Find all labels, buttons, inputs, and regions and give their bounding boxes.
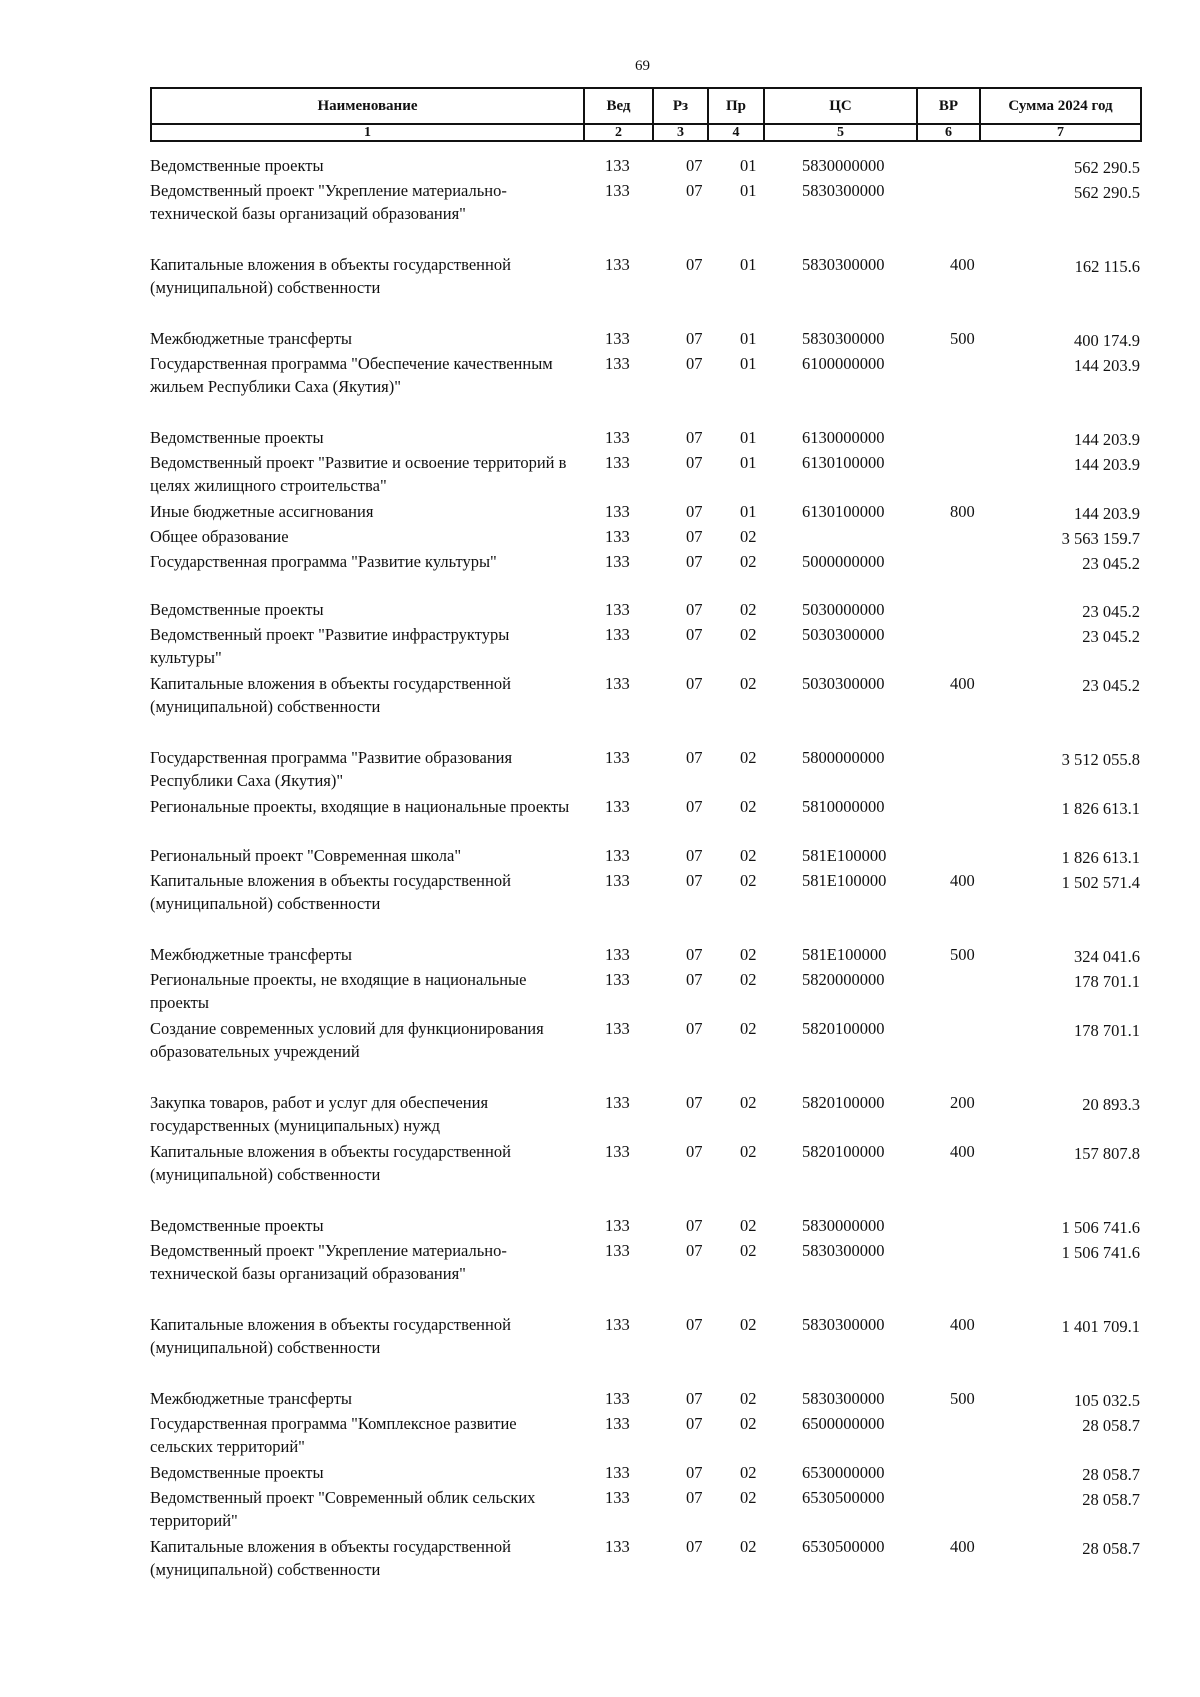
cell-sum: 144 203.9 bbox=[1074, 455, 1140, 474]
cell-name: Ведомственный проект "Развитие инфраструктуры культуры" bbox=[150, 625, 510, 667]
header-rz: Рз bbox=[653, 88, 708, 124]
cell-pr: 02 bbox=[740, 625, 757, 644]
cell-cs: 5030300000 bbox=[802, 674, 885, 693]
cell-sum: 23 045.2 bbox=[1082, 676, 1140, 695]
cell-sum: 400 174.9 bbox=[1074, 331, 1140, 350]
cell-rz: 07 bbox=[686, 181, 703, 200]
cell-ved: 133 bbox=[605, 970, 630, 989]
header-name: Наименование bbox=[151, 88, 584, 124]
cell-cs: 5030000000 bbox=[802, 600, 885, 619]
cell-cs: 5810000000 bbox=[802, 797, 885, 816]
cell-vr: 400 bbox=[950, 1315, 975, 1334]
cell-pr: 02 bbox=[740, 1093, 757, 1112]
cell-pr: 02 bbox=[740, 1537, 757, 1556]
cell-sum: 1 401 709.1 bbox=[1061, 1317, 1140, 1336]
cell-rz: 07 bbox=[686, 625, 703, 644]
cell-sum: 1 506 741.6 bbox=[1061, 1218, 1140, 1237]
cell-cs: 581E100000 bbox=[802, 846, 887, 865]
cell-name: Капитальные вложения в объекты государственной (муниципальной) собственности bbox=[150, 1537, 511, 1579]
cell-cs: 5830300000 bbox=[802, 1389, 885, 1408]
cell-rz: 07 bbox=[686, 674, 703, 693]
cell-pr: 02 bbox=[740, 600, 757, 619]
cell-vr: 500 bbox=[950, 329, 975, 348]
cell-ved: 133 bbox=[605, 255, 630, 274]
cell-cs: 6530500000 bbox=[802, 1488, 885, 1507]
cell-ved: 133 bbox=[605, 1537, 630, 1556]
cell-name: Ведомственный проект "Укрепление материально-технической базы организаций образования" bbox=[150, 1241, 507, 1283]
cell-ved: 133 bbox=[605, 181, 630, 200]
cell-name: Общее образование bbox=[150, 527, 289, 546]
cell-rz: 07 bbox=[686, 156, 703, 175]
cell-name: Создание современных условий для функционирования образовательных учреждений bbox=[150, 1019, 544, 1061]
cell-cs: 5820100000 bbox=[802, 1019, 885, 1038]
cell-sum: 1 826 613.1 bbox=[1061, 848, 1140, 867]
cell-rz: 07 bbox=[686, 1315, 703, 1334]
cell-sum: 1 506 741.6 bbox=[1061, 1243, 1140, 1262]
cell-name: Ведомственные проекты bbox=[150, 156, 324, 175]
cell-rz: 07 bbox=[686, 502, 703, 521]
header-num-3: 3 bbox=[653, 124, 708, 141]
cell-ved: 133 bbox=[605, 1241, 630, 1260]
cell-sum: 23 045.2 bbox=[1082, 554, 1140, 573]
cell-rz: 07 bbox=[686, 255, 703, 274]
cell-ved: 133 bbox=[605, 502, 630, 521]
cell-cs: 6130100000 bbox=[802, 502, 885, 521]
cell-ved: 133 bbox=[605, 1216, 630, 1235]
cell-sum: 562 290.5 bbox=[1074, 183, 1140, 202]
cell-name: Капитальные вложения в объекты государственной (муниципальной) собственности bbox=[150, 255, 511, 297]
cell-rz: 07 bbox=[686, 354, 703, 373]
cell-sum: 1 502 571.4 bbox=[1061, 873, 1140, 892]
cell-rz: 07 bbox=[686, 970, 703, 989]
cell-ved: 133 bbox=[605, 329, 630, 348]
cell-pr: 02 bbox=[740, 846, 757, 865]
header-vr: ВР bbox=[917, 88, 980, 124]
cell-pr: 02 bbox=[740, 1019, 757, 1038]
cell-ved: 133 bbox=[605, 674, 630, 693]
cell-cs: 5830300000 bbox=[802, 255, 885, 274]
cell-pr: 01 bbox=[740, 428, 757, 447]
cell-sum: 105 032.5 bbox=[1074, 1391, 1140, 1410]
cell-ved: 133 bbox=[605, 846, 630, 865]
header-sum: Сумма 2024 год bbox=[980, 88, 1141, 124]
cell-name: Иные бюджетные ассигнования bbox=[150, 502, 374, 521]
cell-pr: 01 bbox=[740, 329, 757, 348]
cell-cs: 581E100000 bbox=[802, 871, 887, 890]
cell-sum: 28 058.7 bbox=[1082, 1539, 1140, 1558]
cell-vr: 400 bbox=[950, 871, 975, 890]
cell-name: Ведомственные проекты bbox=[150, 1216, 324, 1235]
cell-ved: 133 bbox=[605, 453, 630, 472]
cell-ved: 133 bbox=[605, 527, 630, 546]
cell-name: Ведомственный проект "Современный облик сельских территорий" bbox=[150, 1488, 536, 1530]
cell-rz: 07 bbox=[686, 871, 703, 890]
cell-name: Межбюджетные трансферты bbox=[150, 329, 353, 348]
header-cs: ЦС bbox=[764, 88, 917, 124]
cell-sum: 144 203.9 bbox=[1074, 430, 1140, 449]
cell-rz: 07 bbox=[686, 1414, 703, 1433]
cell-rz: 07 bbox=[686, 1216, 703, 1235]
cell-rz: 07 bbox=[686, 1488, 703, 1507]
cell-rz: 07 bbox=[686, 1463, 703, 1482]
cell-sum: 3 563 159.7 bbox=[1061, 529, 1140, 548]
cell-sum: 178 701.1 bbox=[1074, 1021, 1140, 1040]
cell-name: Региональный проект "Современная школа" bbox=[150, 846, 462, 865]
cell-cs: 5820000000 bbox=[802, 970, 885, 989]
cell-name: Государственная программа "Обеспечение качественным жильем Республики Саха (Якутия)" bbox=[150, 354, 553, 396]
header-num-7: 7 bbox=[980, 124, 1141, 141]
cell-sum: 20 893.3 bbox=[1082, 1095, 1140, 1114]
cell-rz: 07 bbox=[686, 1093, 703, 1112]
cell-name: Ведомственный проект "Развитие и освоение территорий в целях жилищного строительства" bbox=[150, 453, 567, 495]
cell-vr: 800 bbox=[950, 502, 975, 521]
cell-rz: 07 bbox=[686, 1142, 703, 1161]
cell-cs: 5030300000 bbox=[802, 625, 885, 644]
cell-pr: 02 bbox=[740, 1142, 757, 1161]
cell-ved: 133 bbox=[605, 1019, 630, 1038]
cell-cs: 6130000000 bbox=[802, 428, 885, 447]
cell-pr: 02 bbox=[740, 1241, 757, 1260]
cell-pr: 02 bbox=[740, 871, 757, 890]
cell-rz: 07 bbox=[686, 748, 703, 767]
cell-pr: 01 bbox=[740, 255, 757, 274]
cell-name: Капитальные вложения в объекты государственной (муниципальной) собственности bbox=[150, 1315, 511, 1357]
cell-name: Государственная программа "Развитие культуры" bbox=[150, 552, 497, 571]
cell-name: Ведомственные проекты bbox=[150, 1463, 324, 1482]
cell-vr: 400 bbox=[950, 1537, 975, 1556]
cell-pr: 02 bbox=[740, 1414, 757, 1433]
cell-ved: 133 bbox=[605, 1142, 630, 1161]
cell-pr: 02 bbox=[740, 1463, 757, 1482]
cell-cs: 5830300000 bbox=[802, 1315, 885, 1334]
cell-sum: 162 115.6 bbox=[1074, 257, 1140, 276]
cell-vr: 500 bbox=[950, 945, 975, 964]
cell-pr: 02 bbox=[740, 797, 757, 816]
cell-name: Ведомственный проект "Укрепление материально-технической базы организаций образования" bbox=[150, 181, 507, 223]
cell-pr: 02 bbox=[740, 1216, 757, 1235]
cell-ved: 133 bbox=[605, 428, 630, 447]
cell-pr: 02 bbox=[740, 748, 757, 767]
cell-name: Ведомственные проекты bbox=[150, 428, 324, 447]
cell-rz: 07 bbox=[686, 1241, 703, 1260]
cell-name: Закупка товаров, работ и услуг для обеспечения государственных (муниципальных) нужд bbox=[150, 1093, 489, 1135]
cell-pr: 01 bbox=[740, 181, 757, 200]
cell-ved: 133 bbox=[605, 600, 630, 619]
cell-vr: 400 bbox=[950, 674, 975, 693]
cell-ved: 133 bbox=[605, 797, 630, 816]
header-num-4: 4 bbox=[708, 124, 764, 141]
cell-sum: 157 807.8 bbox=[1074, 1144, 1140, 1163]
header-num-6: 6 bbox=[917, 124, 980, 141]
cell-pr: 01 bbox=[740, 354, 757, 373]
cell-sum: 28 058.7 bbox=[1082, 1490, 1140, 1509]
cell-cs: 6530500000 bbox=[802, 1537, 885, 1556]
cell-pr: 02 bbox=[740, 527, 757, 546]
cell-pr: 01 bbox=[740, 502, 757, 521]
cell-vr: 400 bbox=[950, 1142, 975, 1161]
cell-rz: 07 bbox=[686, 527, 703, 546]
cell-pr: 02 bbox=[740, 674, 757, 693]
cell-sum: 178 701.1 bbox=[1074, 972, 1140, 991]
cell-cs: 5820100000 bbox=[802, 1093, 885, 1112]
cell-name: Межбюджетные трансферты bbox=[150, 1389, 353, 1408]
header-num-2: 2 bbox=[584, 124, 653, 141]
cell-rz: 07 bbox=[686, 1537, 703, 1556]
cell-pr: 02 bbox=[740, 970, 757, 989]
cell-cs: 6530000000 bbox=[802, 1463, 885, 1482]
cell-cs: 5800000000 bbox=[802, 748, 885, 767]
header-ved: Вед bbox=[584, 88, 653, 124]
cell-rz: 07 bbox=[686, 600, 703, 619]
cell-vr: 200 bbox=[950, 1093, 975, 1112]
header-num-5: 5 bbox=[764, 124, 917, 141]
header-num-1: 1 bbox=[151, 124, 584, 141]
cell-ved: 133 bbox=[605, 1389, 630, 1408]
cell-pr: 02 bbox=[740, 1488, 757, 1507]
cell-cs: 5830000000 bbox=[802, 1216, 885, 1235]
cell-ved: 133 bbox=[605, 552, 630, 571]
cell-cs: 5820100000 bbox=[802, 1142, 885, 1161]
cell-cs: 5830000000 bbox=[802, 156, 885, 175]
cell-name: Государственная программа "Комплексное развитие сельских территорий" bbox=[150, 1414, 517, 1456]
cell-rz: 07 bbox=[686, 797, 703, 816]
cell-name: Ведомственные проекты bbox=[150, 600, 324, 619]
cell-rz: 07 bbox=[686, 1019, 703, 1038]
cell-ved: 133 bbox=[605, 354, 630, 373]
cell-sum: 144 203.9 bbox=[1074, 356, 1140, 375]
cell-ved: 133 bbox=[605, 156, 630, 175]
cell-sum: 1 826 613.1 bbox=[1061, 799, 1140, 818]
cell-name: Межбюджетные трансферты bbox=[150, 945, 353, 964]
cell-rz: 07 bbox=[686, 552, 703, 571]
cell-ved: 133 bbox=[605, 1315, 630, 1334]
cell-ved: 133 bbox=[605, 1488, 630, 1507]
cell-ved: 133 bbox=[605, 871, 630, 890]
cell-cs: 581E100000 bbox=[802, 945, 887, 964]
cell-pr: 01 bbox=[740, 453, 757, 472]
cell-sum: 23 045.2 bbox=[1082, 602, 1140, 621]
cell-name: Капитальные вложения в объекты государственной (муниципальной) собственности bbox=[150, 871, 511, 913]
cell-ved: 133 bbox=[605, 625, 630, 644]
cell-sum: 324 041.6 bbox=[1074, 947, 1140, 966]
cell-cs: 6100000000 bbox=[802, 354, 885, 373]
cell-cs: 5830300000 bbox=[802, 181, 885, 200]
cell-pr: 02 bbox=[740, 1389, 757, 1408]
cell-ved: 133 bbox=[605, 1463, 630, 1482]
cell-rz: 07 bbox=[686, 428, 703, 447]
cell-sum: 144 203.9 bbox=[1074, 504, 1140, 523]
cell-pr: 01 bbox=[740, 156, 757, 175]
cell-cs: 6500000000 bbox=[802, 1414, 885, 1433]
cell-cs: 5830300000 bbox=[802, 1241, 885, 1260]
cell-name: Капитальные вложения в объекты государственной (муниципальной) собственности bbox=[150, 674, 511, 716]
cell-rz: 07 bbox=[686, 945, 703, 964]
cell-ved: 133 bbox=[605, 748, 630, 767]
cell-name: Государственная программа "Развитие образования Республики Саха (Якутия)" bbox=[150, 748, 513, 790]
cell-rz: 07 bbox=[686, 846, 703, 865]
cell-ved: 133 bbox=[605, 945, 630, 964]
cell-vr: 400 bbox=[950, 255, 975, 274]
cell-pr: 02 bbox=[740, 552, 757, 571]
cell-sum: 28 058.7 bbox=[1082, 1465, 1140, 1484]
cell-cs: 5830300000 bbox=[802, 329, 885, 348]
cell-vr: 500 bbox=[950, 1389, 975, 1408]
cell-sum: 562 290.5 bbox=[1074, 158, 1140, 177]
cell-sum: 3 512 055.8 bbox=[1061, 750, 1140, 769]
cell-name: Капитальные вложения в объекты государственной (муниципальной) собственности bbox=[150, 1142, 511, 1184]
cell-pr: 02 bbox=[740, 1315, 757, 1334]
cell-cs: 5000000000 bbox=[802, 552, 885, 571]
cell-rz: 07 bbox=[686, 329, 703, 348]
cell-name: Региональные проекты, входящие в национальные проекты bbox=[150, 797, 570, 816]
cell-ved: 133 bbox=[605, 1093, 630, 1112]
cell-rz: 07 bbox=[686, 453, 703, 472]
page-number: 69 bbox=[635, 58, 650, 74]
cell-name: Региональные проекты, не входящие в национальные проекты bbox=[150, 970, 527, 1012]
cell-sum: 28 058.7 bbox=[1082, 1416, 1140, 1435]
cell-pr: 02 bbox=[740, 945, 757, 964]
cell-sum: 23 045.2 bbox=[1082, 627, 1140, 646]
cell-cs: 6130100000 bbox=[802, 453, 885, 472]
header-pr: Пр bbox=[708, 88, 764, 124]
cell-rz: 07 bbox=[686, 1389, 703, 1408]
cell-ved: 133 bbox=[605, 1414, 630, 1433]
